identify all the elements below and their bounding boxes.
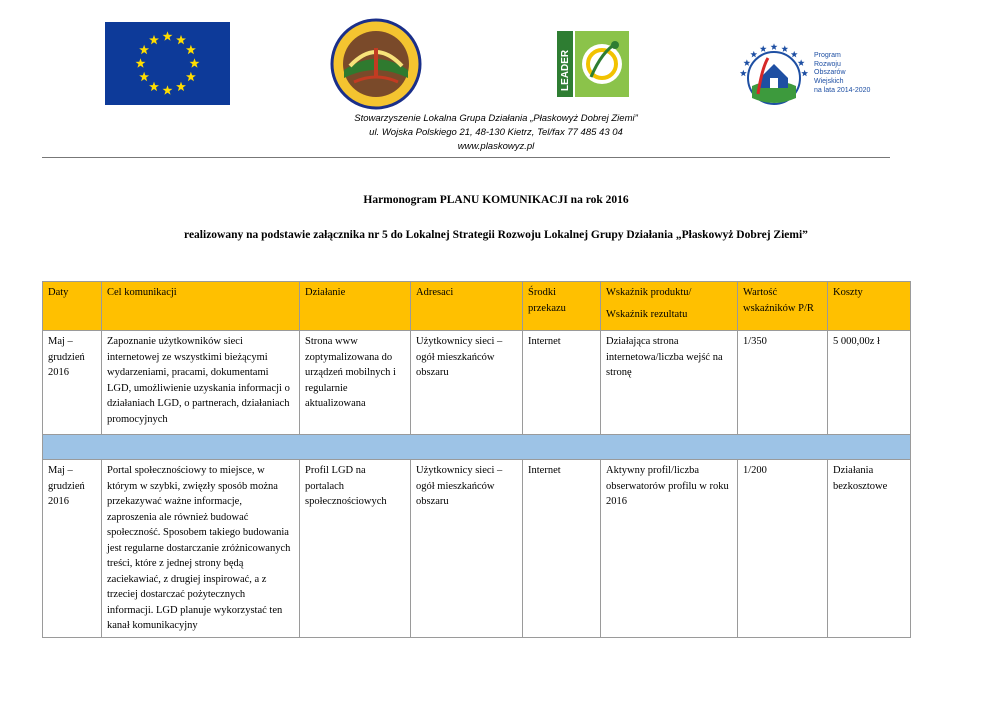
header-wartosc: Wartość wskaźników P/R: [738, 282, 828, 331]
prow-star-icon: [798, 59, 805, 66]
lgd-plaskowyz-logo: [330, 18, 422, 110]
prow-star-icon: [781, 45, 788, 52]
eu-star-icon: [176, 35, 186, 44]
eu-star-icon: [139, 45, 149, 54]
org-name: Stowarzyszenie Lokalna Grupa Działania „Płaskowyż Dobrej Ziemi”: [354, 113, 638, 124]
table-row: [43, 460, 911, 638]
prow-line-3: Obszarów: [814, 69, 846, 76]
eu-flag-stars: [105, 22, 230, 105]
table-row: [43, 331, 911, 435]
header-wskaznik-rezultatu: Wskaźnik rezultatu: [606, 308, 688, 320]
eu-star-icon: [163, 85, 173, 94]
cell-cel: Zapoznanie użytkowników sieci internetowej ze wszystkimi bieżącymi wydarzeniami, pracami, dokumentami LGD, umożliwienie uzyskania informacji o działaniach LGD, o partnerach, działaniach promocyjnych: [102, 331, 300, 435]
prow-logo: [738, 38, 880, 110]
header-dzialanie: Działanie: [300, 282, 411, 331]
cell-adresaci: Użytkownicy sieci – ogół mieszkańców obszaru: [411, 331, 523, 435]
cell-koszty: 5 000,00z ł: [828, 331, 911, 435]
table-header-row: [43, 282, 911, 331]
eu-star-icon: [139, 72, 149, 81]
cell-srodki: Internet: [523, 460, 601, 638]
svg-text:LEADER: LEADER: [560, 49, 571, 91]
header-wskaznik-produktu: Wskaźnik produktu/: [606, 287, 692, 298]
cell-wartosc: 1/350: [738, 331, 828, 435]
cell-daty: Maj – grudzień 2016: [43, 331, 102, 435]
header-koszty: Koszty: [828, 282, 911, 331]
eu-star-icon: [136, 58, 146, 67]
prow-star-icon: [771, 43, 778, 50]
header-divider: [42, 157, 890, 158]
prow-line-1: Program: [814, 52, 841, 59]
header-daty: Daty: [43, 282, 102, 331]
eu-star-icon: [149, 35, 159, 44]
prow-period: na lata 2014-2020: [814, 87, 871, 94]
cell-srodki: Internet: [523, 331, 601, 435]
org-address: ul. Wojska Polskiego 21, 48-130 Kietrz, Tel/fax 77 485 43 04: [369, 127, 623, 138]
cell-wskaznik: Działająca strona internetowa/liczba wejść na stronę: [601, 331, 738, 435]
header-srodki: Środki przekazu: [523, 282, 601, 331]
eu-flag-icon: [105, 22, 230, 105]
prow-star-icon: [743, 59, 750, 66]
eu-star-icon: [149, 82, 159, 91]
prow-star-icon: [760, 45, 767, 52]
cell-dzialanie: Profil LGD na portalach społecznościowych: [300, 460, 411, 638]
eu-star-icon: [176, 82, 186, 91]
org-website: www.plaskowyz.pl: [457, 141, 535, 152]
cell-cel: Portal społecznościowy to miejsce, w którym w szybki, zwięzły sposób można przekazywać ważne informacje, zaproszenia ale również budować społeczność. Sposobem takiego budowania jest regularne dostarczanie zróżnicowanych treści, które z jednej strony będą zaciekawiać, z drugiej inspirować, a z trzeciej dostarczać pożytecznych informacji. LGD planuje wykorzystać ten kanał komunikacyjny: [102, 460, 300, 638]
eu-star-icon: [186, 45, 196, 54]
header-wskaznik: [601, 282, 738, 331]
eu-star-icon: [186, 72, 196, 81]
prow-line-4: Wiejskich: [814, 77, 844, 85]
eu-star-icon: [163, 31, 173, 40]
separator-cell: [43, 435, 911, 460]
table-separator-row: [43, 435, 911, 460]
eu-star-icon: [190, 58, 200, 67]
communication-plan-table: [42, 281, 911, 638]
cell-adresaci: Użytkownicy sieci – ogół mieszkańców obszaru: [411, 460, 523, 638]
page-title: Harmonogram PLANU KOMUNIKACJI na rok 2016: [363, 194, 629, 206]
cell-wartosc: 1/200: [738, 460, 828, 638]
prow-star-icon: [750, 51, 757, 58]
header-adresaci: Adresaci: [411, 282, 523, 331]
cell-dzialanie: Strona www zoptymalizowana do urządzeń mobilnych i regularnie aktualizowana: [300, 331, 411, 435]
prow-star-icon: [740, 70, 747, 77]
prow-star-icon: [791, 51, 798, 58]
cell-daty: Maj – grudzień 2016: [43, 460, 102, 638]
leader-logo: [557, 31, 629, 97]
page-subtitle: realizowany na podstawie załącznika nr 5 do Lokalnej Strategii Rozwoju Lokalnej Grupy Działania „Płaskowyż Dobrej Ziemi”: [184, 229, 808, 241]
header-cel: Cel komunikacji: [102, 282, 300, 331]
prow-line-2: Rozwoju: [814, 60, 841, 68]
prow-star-icon: [801, 70, 808, 77]
cell-koszty: Działania bezkosztowe: [828, 460, 911, 638]
cell-wskaznik: Aktywny profil/liczba obserwatorów profilu w roku 2016: [601, 460, 738, 638]
